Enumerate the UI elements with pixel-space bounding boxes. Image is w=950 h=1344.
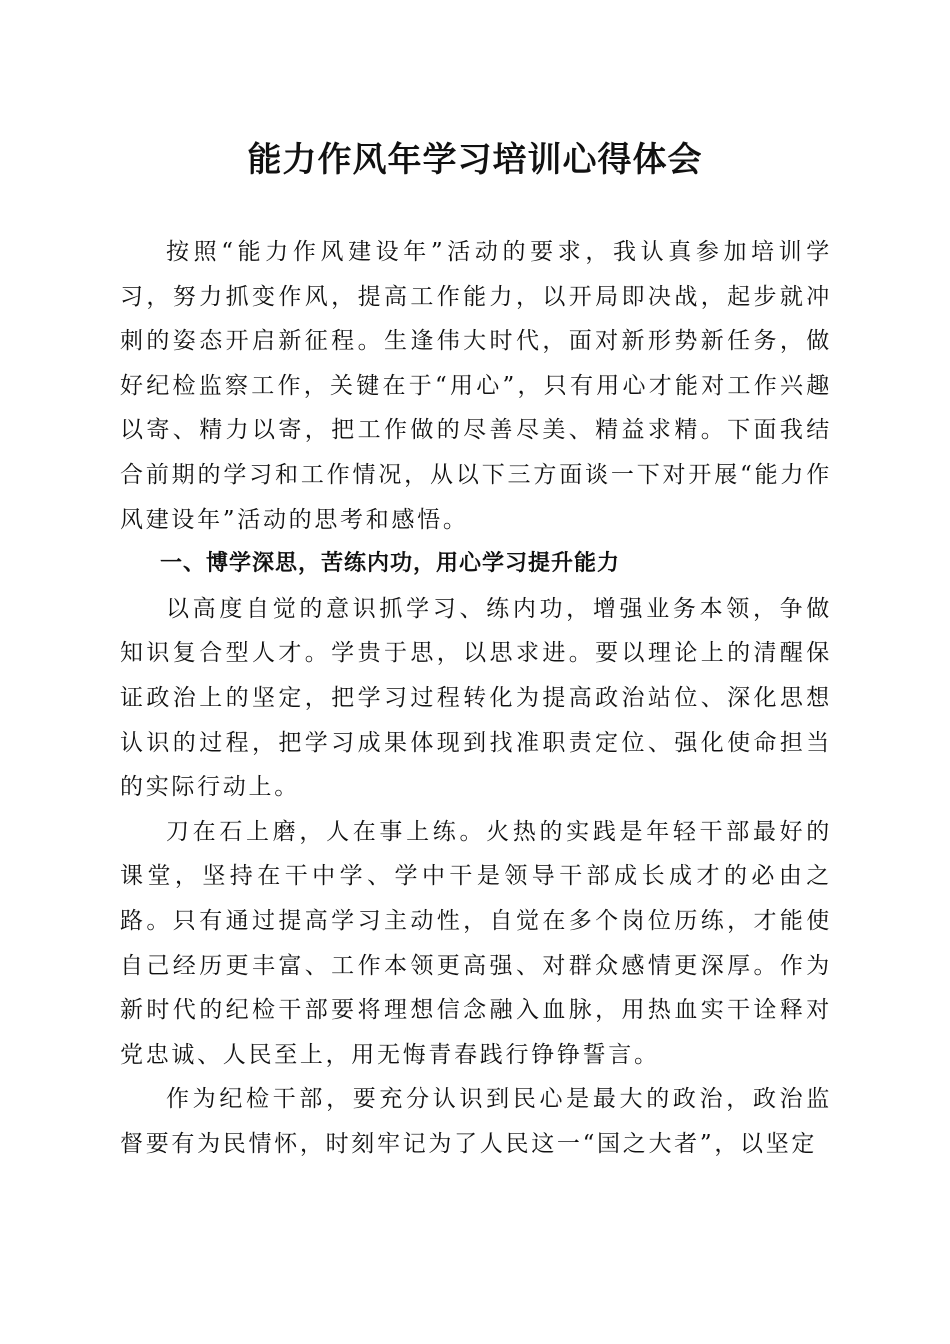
body-paragraph: 作为纪检干部，要充分认识到民心是最大的政治，政治监督要有为民情怀，时刻牢记为了人民这一“国之大者”，以坚定 bbox=[120, 1086, 832, 1157]
body-paragraph: 刀在石上磨，人在事上练。火热的实践是年轻干部最好的课堂，坚持在干中学、学中干是领导干部成长成才的必由之路。只有通过提高学习主动性，自觉在多个岗位历练，才能使自己经历更丰富、工作本领更高强、对群众感情更深厚。作为新时代的纪检干部要将理想信念融入血脉，用热血实干诠释对党忠诚、人民至上，用无悔青春践行铮铮誓言。 bbox=[120, 818, 832, 1068]
section-heading: 一、博学深思，苦练内功，用心学习提升能力 bbox=[160, 551, 621, 577]
document-body bbox=[120, 230, 832, 1166]
intro-paragraph: 按照“能力作风建设年”活动的要求，我认真参加培训学习，努力抓变作风，提高工作能力，以开局即决战，起步就冲刺的姿态开启新征程。生逢伟大时代，面对新形势新任务，做好纪检监察工作，关键在于“用心”，只有用心才能对工作兴趣以寄、精力以寄，把工作做的尽善尽美、精益求精。下面我结合前期的学习和工作情况，从以下三方面谈一下对开展“能力作风建设年”活动的思考和感悟。 bbox=[120, 239, 832, 533]
body-paragraph: 以高度自觉的意识抓学习、练内功，增强业务本领，争做知识复合型人才。学贵于思，以思求进。要以理论上的清醒保证政治上的坚定，把学习过程转化为提高政治站位、深化思想认识的过程，把学习成果体现到找准职责定位、强化使命担当的实际行动上。 bbox=[120, 595, 832, 801]
document-title: 能力作风年学习培训心得体会 bbox=[247, 140, 703, 180]
